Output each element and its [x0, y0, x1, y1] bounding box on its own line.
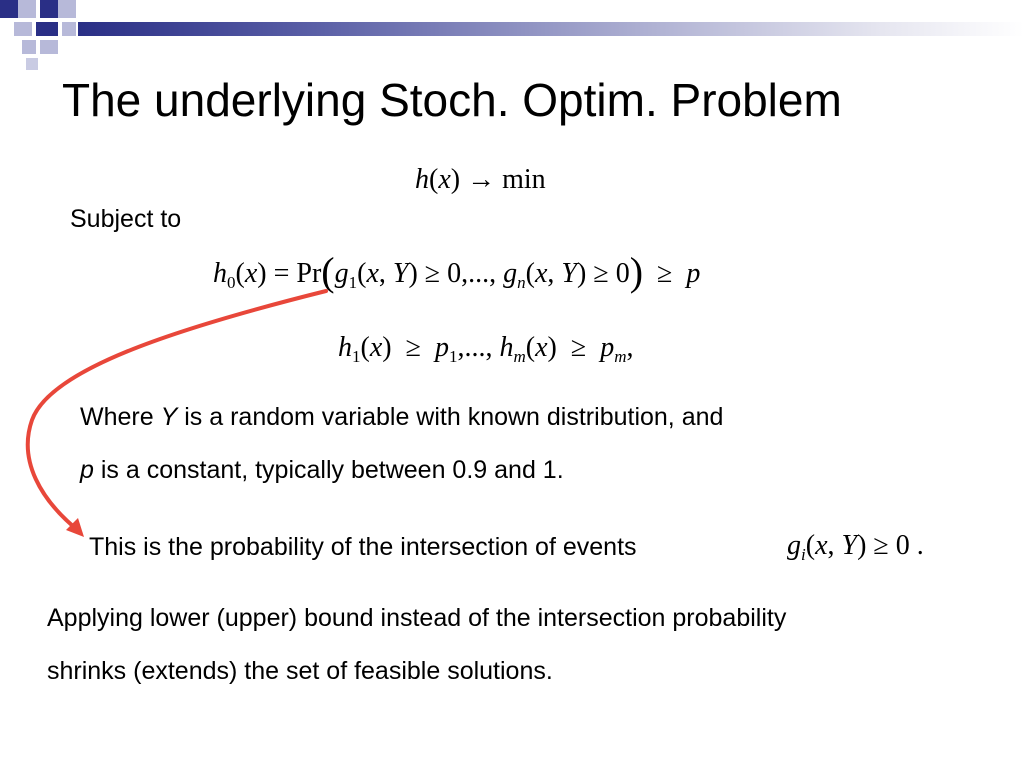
where-variable: Y [160, 403, 178, 431]
bound-line-2: shrinks (extends) the set of feasible solutions. [47, 657, 553, 685]
where-description: is a random variable with known distribution, and [184, 403, 724, 431]
arrow-curve [28, 291, 326, 532]
additional-constraints-formula: $h_1(x) \ge p_1$,..., $h_m(x) \ge p_m$, [338, 332, 634, 366]
objective-formula: h(x) → min [415, 164, 546, 195]
event-formula: $g_i(x$, Y) ≥ 0 . [787, 530, 924, 564]
p-variable: p [80, 456, 94, 484]
subject-to-label: Subject to [70, 205, 182, 233]
probability-constraint-formula: $h_0(x) = Pr(g_1(x$, Y) ≥ 0,..., $g_n(x$, Y) ≥ 0) ≥ p [213, 249, 701, 294]
intersection-text: This is the probability of the intersection of events [89, 533, 637, 561]
p-description: is a constant, typically between 0.9 and 1. [100, 456, 564, 484]
where-prefix: Where [80, 403, 154, 431]
bound-line-1: Applying lower (upper) bound instead of the intersection probability [47, 604, 787, 632]
slide-title: The underlying Stoch. Optim. Problem [62, 74, 842, 126]
